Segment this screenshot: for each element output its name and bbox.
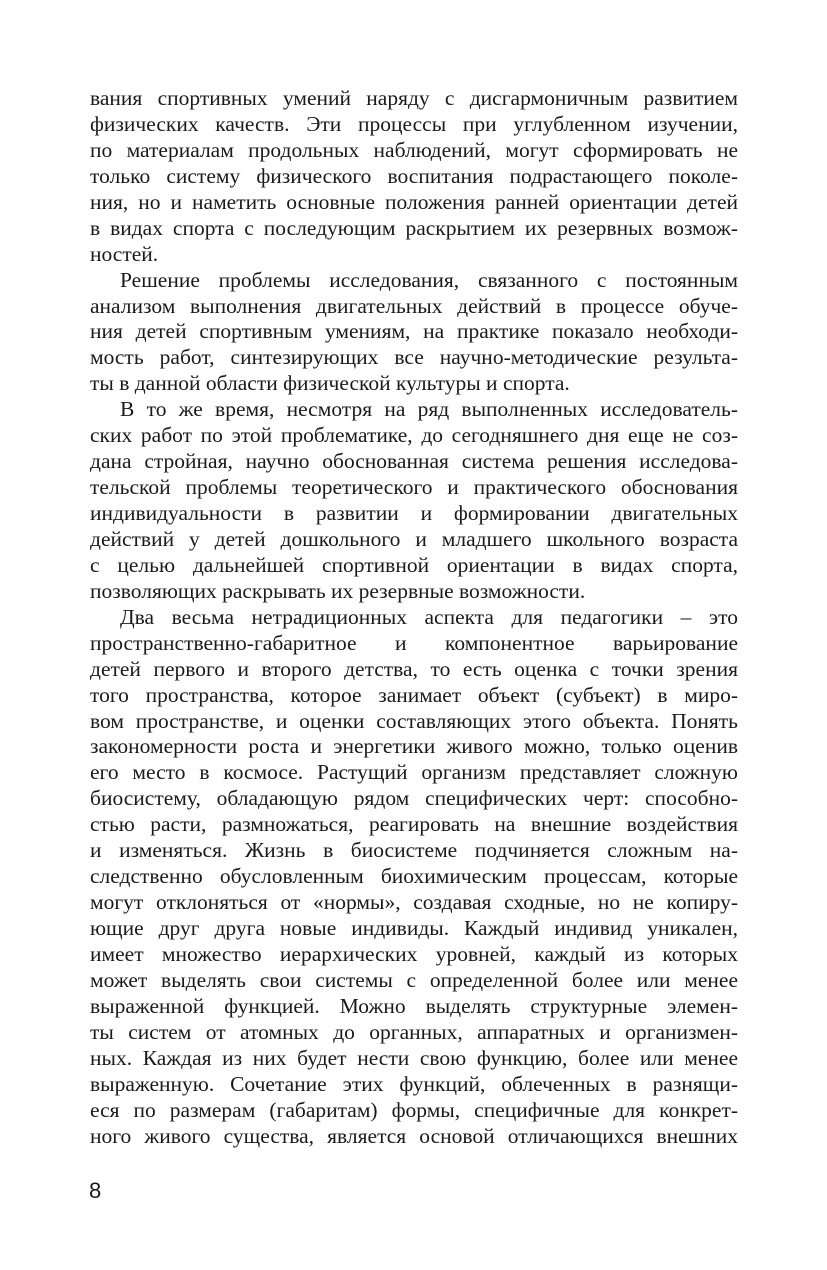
text-line: его место в космосе. Растущий организм представляет сложную (90, 760, 738, 785)
text-line: ских работ по этой проблематике, до сегодняшнего дня еще не соз- (90, 423, 738, 448)
text-line: В то же время, несмотря на ряд выполненных исследователь- (120, 397, 738, 422)
text-line: детей первого и второго детства, то есть оценка с точки зрения (90, 656, 738, 681)
page-number: 8 (89, 1178, 102, 1203)
paragraph (90, 397, 738, 605)
text-line: ного живого существа, является основой отличающихся внешних (90, 1123, 738, 1148)
text-line: анализом выполнения двигательных действий в процессе обуче- (90, 293, 738, 318)
text-line: тельской проблемы теоретического и практического обоснования (90, 475, 738, 500)
text-line: стью расти, размножаться, реагировать на внешние воздействия (90, 812, 738, 837)
text-line: физических качеств. Эти процессы при углубленном изучении, (90, 111, 738, 136)
text-line: дана стройная, научно обоснованная система решения исследова- (90, 449, 738, 474)
text-line: Два весьма нетрадиционных аспекта для педагогики – это (120, 604, 738, 629)
text-line: того пространства, которое занимает объект (субъект) в миро- (90, 682, 738, 707)
text-line: ты в данной области физической культуры и спорта. (90, 371, 570, 396)
text-line: закономерности роста и энергетики живого можно, только оценив (90, 734, 738, 759)
paragraph (90, 86, 738, 268)
text-container (90, 86, 738, 1149)
text-line: может выделять свои системы с определенной более или менее (90, 967, 738, 992)
text-line: только систему физического воспитания подрастающего поколе- (90, 163, 738, 188)
text-line: вания спортивных умений наряду с дисгармоничным развитием (90, 86, 738, 110)
text-line: ния, но и наметить основные положения ранней ориентации детей (90, 189, 738, 214)
text-line: выраженную. Сочетание этих функций, облеченных в разнящи- (90, 1071, 738, 1096)
text-line: имеет множество иерархических уровней, каждый из которых (90, 941, 738, 966)
text-line: ностей. (90, 241, 159, 266)
text-line: следственно обусловленным биохимическим процессам, которые (90, 864, 738, 889)
text-line: позволяющих раскрывать их резервные возможности. (90, 578, 586, 603)
paragraph (90, 605, 738, 1150)
text-line: ющие друг друга новые индивиды. Каждый индивид уникален, (90, 916, 738, 940)
text-line: выраженной функцией. Можно выделять структурные элемен- (90, 993, 738, 1018)
text-line: индивидуальности в развитии и формировании двигательных (90, 501, 738, 525)
text-line: ты систем от атомных до органных, аппаратных и организмен- (90, 1019, 738, 1044)
text-line: ния детей спортивным умениям, на практике показало необходи- (90, 319, 738, 344)
text-line: с целью дальнейшей спортивной ориентации в видах спорта, (90, 552, 738, 577)
text-line: пространственно-габаритное и компонентное варьирование (90, 630, 738, 655)
text-line: еся по размерам (габаритам) формы, специфичные для конкрет- (90, 1097, 738, 1122)
text-line: и изменяться. Жизнь в биосистеме подчиняется сложным на- (90, 838, 738, 863)
text-line: биосистему, обладающую рядом специфических черт: способно- (90, 786, 738, 811)
text-line: действий у детей дошкольного и младшего школьного возраста (90, 526, 738, 551)
page-body (90, 86, 738, 1149)
paragraph (90, 268, 738, 398)
text-line: вом пространстве, и оценки составляющих этого объекта. Понять (90, 708, 738, 733)
text-line: в видах спорта с последующим раскрытием их резервных возмож- (90, 215, 738, 240)
text-line: могут отклоняться от «нормы», создавая сходные, но не копиру- (90, 890, 738, 915)
text-line: Решение проблемы исследования, связанного с постоянным (120, 267, 738, 292)
text-line: ных. Каждая из них будет нести свою функцию, более или менее (90, 1045, 738, 1070)
text-line: по материалам продольных наблюдений, могут сформировать не (90, 137, 738, 162)
text-line: мость работ, синтезирующих все научно-методические результа- (90, 345, 738, 370)
